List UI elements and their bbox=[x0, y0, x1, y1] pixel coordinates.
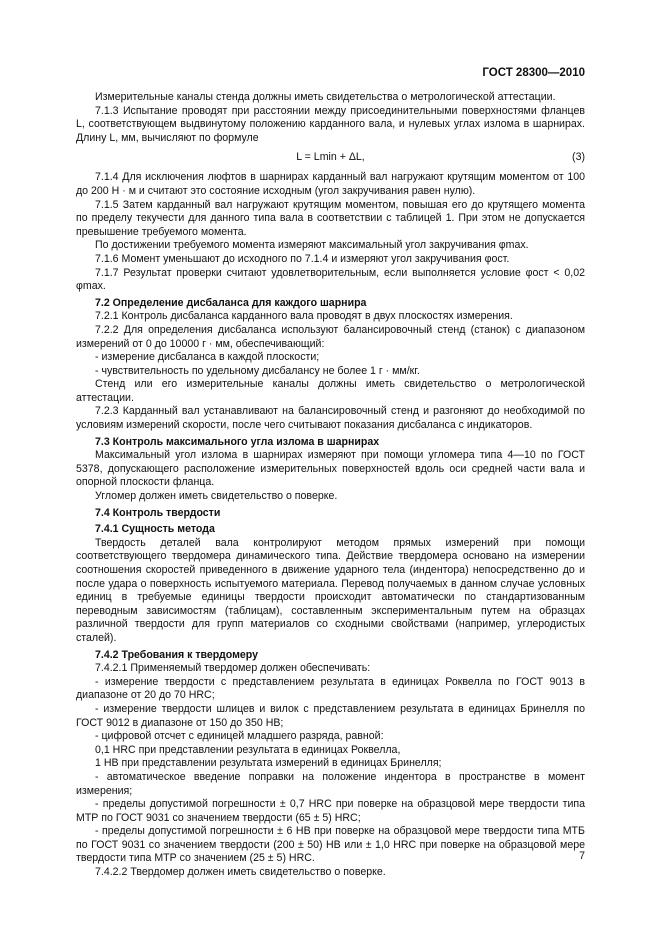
paragraph: - чувствительность по удельному дисбалансу не более 1 г · мм/кг. bbox=[95, 364, 420, 377]
paragraph: 7.2.1 Контроль дисбаланса карданного вала проводят в двух плоскостях измерения. bbox=[95, 310, 513, 323]
paragraph: 7.1.4 Для исключения люфтов в шарнирах карданный вал нагружают крутящим моментом от 100 до 200 Н · м и считают это состояние исходным (угол закручивания равен нулю). bbox=[76, 171, 585, 197]
paragraph: Измерительные каналы стенда должны иметь свидетельства о метрологической аттестации. bbox=[95, 91, 556, 103]
paragraph: 7.1.6 Момент уменьшают до исходного по 7.1.4 и измеряют угол закручивания φост. bbox=[95, 252, 510, 265]
paragraph: - цифровой отсчет с единицей младшего разряда, равной: bbox=[95, 730, 384, 743]
paragraph: 7.1.5 Затем карданный вал нагружают крутящим моментом, повышая его до крутящего момента по пределу текучести для данного типа вала в соответствии с таблицей 1. При этом не допускается превышение требуемого момента. bbox=[76, 198, 585, 238]
formula-expression: L = Lmin + ΔL, bbox=[296, 151, 365, 164]
paragraph: - автоматическое введение поправки на положение индентора в пространстве в момент измерения; bbox=[76, 770, 585, 797]
paragraph: 7.4.2.2 Твердомер должен иметь свидетельство о поверке. bbox=[95, 866, 386, 879]
formula-3 bbox=[76, 151, 585, 165]
paragraph: 7.4.2.1 Применяемый твердомер должен обеспечивать: bbox=[95, 662, 371, 675]
paragraph: - пределы допустимой погрешности ± 6 НВ при поверке на образцовой мере твердости типа МТБ по ГОСТ 9031 со значением твердости (200 ± 50) НВ или ± 1,0 HRC при поверке на образцовой мере твердости типа МТР со значением (25 ± 5) HRC. bbox=[76, 825, 585, 865]
paragraph: 7.1.3 Испытание проводят при расстоянии между присоединительными поверхностями фланцев L, соответствующем выдвинутому положению карданного вала, и нулевых углах излома в шарнирах. Длину L, мм, вычисляют по формуле bbox=[76, 104, 585, 144]
formula-number: (3) bbox=[572, 151, 585, 164]
page-header-title: ГОСТ 28300—2010 bbox=[482, 67, 585, 79]
paragraph: Стенд или его измерительные каналы должны иметь свидетельство о метрологической аттестации. bbox=[76, 378, 585, 404]
paragraph: Твердость деталей вала контролируют методом прямых измерений при помощи соответствующего твердомера динамического типа. Действие твердомера основано на измерении соотношения скоростей приведенного в движение ударного тела (индентора) непосредственно до и после удара о поверхность испытуемого материала. Перевод получаемых в данном случае условных единиц в требуемые единицы твердости происходит автоматически по стандартизованным переводным зависимостям (таблицам), составленным экспериментальным путем на образцах различной твердости для групп материалов со сходными свойствами (например, углеродистых сталей). bbox=[76, 536, 585, 644]
section-heading: 7.4.2 Требования к твердомеру bbox=[95, 648, 259, 661]
paragraph: 7.2.2 Для определения дисбаланса используют балансировочный стенд (станок) с диапазоном измерений от 0 до 10000 г · мм, обеспечивающий: bbox=[76, 323, 585, 350]
section-heading: 7.3 Контроль максимального угла излома в шарнирах bbox=[95, 435, 380, 448]
paragraph: 7.1.7 Результат проверки считают удовлетворительным, если выполняется условие φост < 0,02 φmax. bbox=[76, 266, 585, 293]
paragraph: Максимальный угол излома в шарнирах измеряют при помощи угломера типа 4—10 по ГОСТ 5378, допускающего расположение измерительных поверхностей вдоль оси средней части вала и опорной плоскости фланца. bbox=[76, 449, 585, 489]
paragraph: - измерение дисбаланса в каждой плоскости; bbox=[95, 351, 320, 364]
section-heading: 7.2 Определение дисбаланса для каждого шарнира bbox=[95, 296, 367, 309]
paragraph: Угломер должен иметь свидетельство о поверке. bbox=[95, 490, 338, 503]
paragraph: По достижении требуемого момента измеряют максимальный угол закручивания φmax. bbox=[95, 239, 529, 252]
paragraph: - измерение твердости шлицев и вилок с представлением результата в единицах Бринелля по ГОСТ 9012 в диапазоне от 150 до 350 НВ; bbox=[76, 702, 585, 729]
paragraph: - пределы допустимой погрешности ± 0,7 HRC при поверке на образцовой мере твердости типа МТР по ГОСТ 9031 со значением твердости (65 ± 5) HRC; bbox=[76, 798, 585, 824]
body-flow bbox=[76, 171, 585, 879]
section-heading: 7.4 Контроль твердости bbox=[95, 506, 221, 519]
paragraph: 0,1 HRC при представлении результата в единицах Роквелла, bbox=[95, 743, 401, 756]
document-body bbox=[76, 91, 585, 880]
paragraph: 7.2.3 Карданный вал устанавливают на балансировочный стенд и разгоняют до необходимой по условиям измерений скорости, после чего считывают показания дисбаланса с индикаторов. bbox=[76, 405, 585, 432]
page-number: 7 bbox=[579, 850, 585, 862]
section-heading: 7.4.1 Сущность метода bbox=[95, 523, 215, 536]
paragraph: 1 НВ при представлении результата измерений в единицах Бринелля; bbox=[95, 757, 442, 770]
paragraph: - измерение твердости с представлением результата в единицах Роквелла по ГОСТ 9013 в диапазоне от 20 до 70 HRC; bbox=[76, 675, 585, 702]
